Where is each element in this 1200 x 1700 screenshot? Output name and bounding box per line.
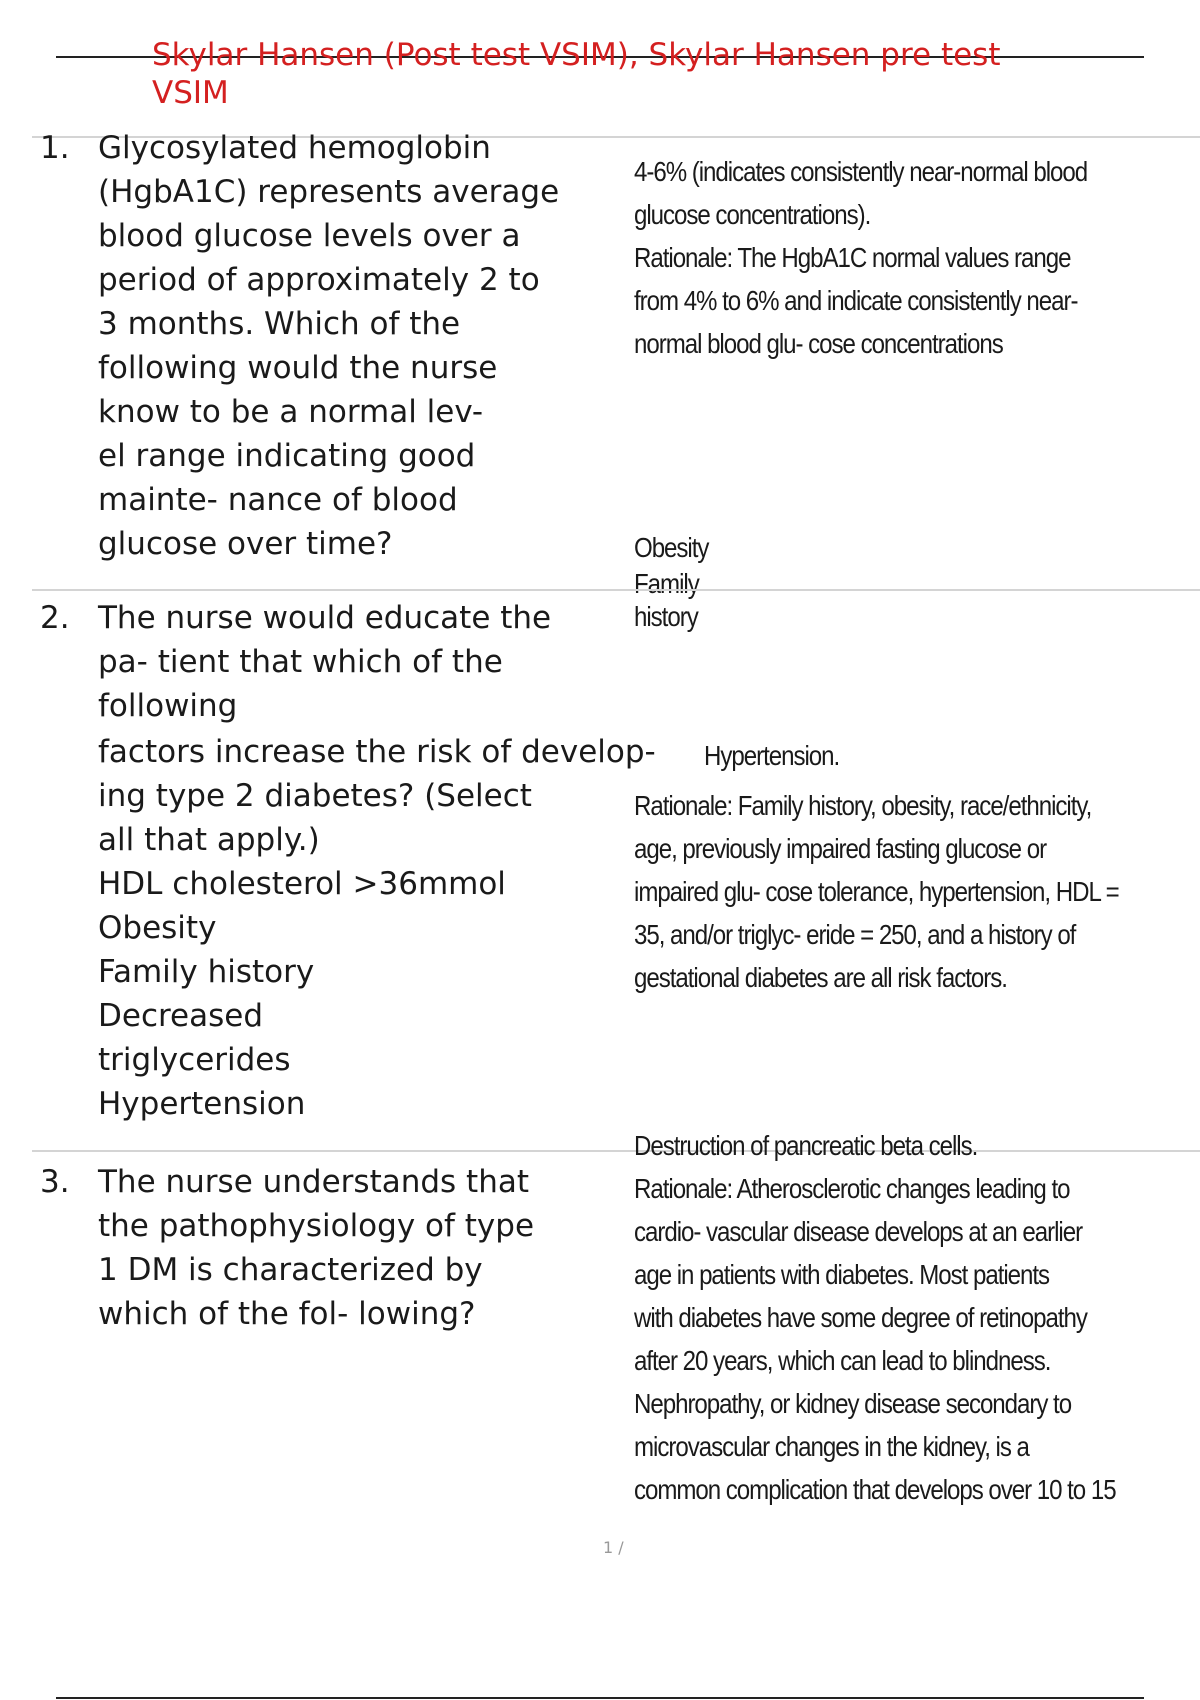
question-line: following would the nurse bbox=[98, 350, 498, 386]
answer-line: age in patients with diabetes. Most patients bbox=[634, 1259, 1050, 1290]
question-line: which of the fol- lowing? bbox=[98, 1296, 476, 1332]
question-line: the pathophysiology of type bbox=[98, 1208, 535, 1244]
question-text bbox=[98, 126, 618, 566]
answer-line: from 4% to 6% and indicate consistently near- bbox=[634, 285, 1078, 316]
question-line: period of approximately 2 to bbox=[98, 262, 540, 298]
question-text bbox=[98, 596, 656, 1126]
question-line: following bbox=[98, 688, 238, 724]
answer-line: Nephropathy, or kidney disease secondary to bbox=[634, 1388, 1072, 1419]
question-line: The nurse understands that bbox=[98, 1164, 530, 1200]
question-line: blood glucose levels over a bbox=[98, 218, 521, 254]
answer-line: Rationale: Family history, obesity, race/ethnicity, bbox=[634, 790, 1092, 821]
answer-line: Family bbox=[634, 568, 699, 599]
row-divider bbox=[32, 589, 1200, 591]
question-line: Glycosylated hemoglobin bbox=[98, 130, 491, 166]
answer-line: Rationale: The HgbA1C normal values range bbox=[634, 242, 1071, 273]
answer-text bbox=[704, 734, 1200, 777]
answer-line: Hypertension. bbox=[704, 740, 840, 771]
footer-divider bbox=[56, 1697, 1144, 1699]
answer-line: history bbox=[634, 601, 698, 632]
question-line: all that apply.) bbox=[98, 822, 320, 858]
question-line: 3 months. Which of the bbox=[98, 306, 461, 342]
answer-line: microvascular changes in the kidney, is a bbox=[634, 1431, 1029, 1462]
answer-line: Rationale: Atherosclerotic changes leading to bbox=[634, 1173, 1070, 1204]
question-line: glucose over time? bbox=[98, 526, 393, 562]
answer-line: after 20 years, which can lead to blindness. bbox=[634, 1345, 1051, 1376]
answer-line: gestational diabetes are all risk factors. bbox=[634, 962, 1007, 993]
question-line: Obesity bbox=[98, 910, 217, 946]
page-number: 1 / bbox=[603, 1538, 624, 1557]
question-number: 2. bbox=[40, 600, 70, 636]
question-line: ing type 2 diabetes? (Select bbox=[98, 778, 532, 814]
answer-text bbox=[634, 1124, 1193, 1511]
answer-line: impaired glu- cose tolerance, hypertension, HDL = bbox=[634, 876, 1119, 907]
answer-line: 35, and/or triglyc- eride = 250, and a history of bbox=[634, 919, 1076, 950]
answer-line: age, previously impaired fasting glucose or bbox=[634, 833, 1047, 864]
question-line: 1 DM is characterized by bbox=[98, 1252, 483, 1288]
document-title: Skylar Hansen (Post test VSIM), Skylar Hansen pre test VSIM bbox=[152, 37, 1001, 111]
answer-line: normal blood glu- cose concentrations bbox=[634, 328, 1003, 359]
answer-line: Obesity bbox=[634, 532, 709, 563]
question-number: 1. bbox=[40, 130, 70, 166]
answer-text bbox=[634, 526, 1193, 635]
question-line: factors increase the risk of develop- bbox=[98, 734, 656, 770]
answer-line: glucose concentrations). bbox=[634, 199, 871, 230]
question-line: Family history bbox=[98, 954, 315, 990]
question-line: pa- tient that which of the bbox=[98, 644, 503, 680]
question-line: el range indicating good bbox=[98, 438, 476, 474]
question-line: HDL cholesterol >36mmol bbox=[98, 866, 506, 902]
answer-text bbox=[634, 784, 1193, 999]
question-text bbox=[98, 1160, 618, 1336]
question-line: Hypertension bbox=[98, 1086, 306, 1122]
answer-text bbox=[634, 150, 1193, 365]
answer-line: cardio- vascular disease develops at an earlier bbox=[634, 1216, 1083, 1247]
answer-line: Destruction of pancreatic beta cells. bbox=[634, 1130, 978, 1161]
question-line: mainte- nance of blood bbox=[98, 482, 458, 518]
question-number: 3. bbox=[40, 1164, 70, 1200]
question-line: triglycerides bbox=[98, 1042, 291, 1078]
question-line: (HgbA1C) represents average bbox=[98, 174, 560, 210]
question-line: Decreased bbox=[98, 998, 264, 1034]
answer-line: 4-6% (indicates consistently near-normal blood bbox=[634, 156, 1088, 187]
answer-line: common complication that develops over 10 to 15 bbox=[634, 1474, 1116, 1505]
question-line: know to be a normal lev- bbox=[98, 394, 484, 430]
question-line: The nurse would educate the bbox=[98, 600, 552, 636]
answer-line: with diabetes have some degree of retinopathy bbox=[634, 1302, 1087, 1333]
